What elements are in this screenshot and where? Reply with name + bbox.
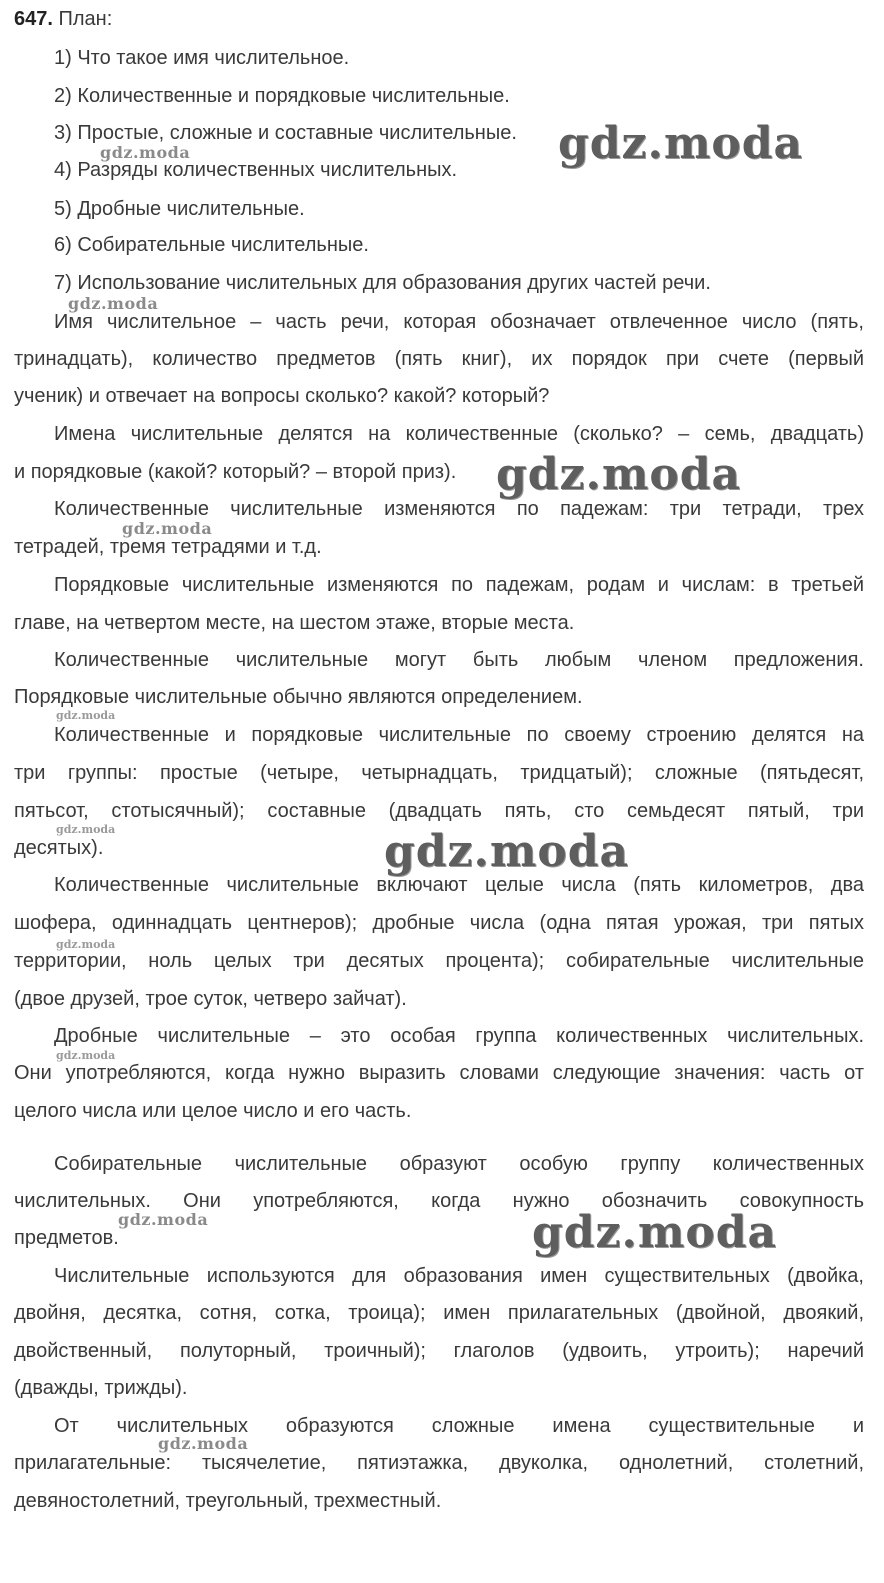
- text-line: и порядковые (какой? который? – второй приз).: [14, 461, 457, 483]
- text-line: числительных. Они употребляются, когда нужно обозначить совокупность: [14, 1190, 864, 1212]
- plan-item: 7) Использование числительных для образования других частей речи.: [54, 272, 711, 294]
- text-line: тетрадей, тремя тетрадями и т.д.: [14, 536, 322, 558]
- watermark-tiny: gdz.moda: [56, 1049, 116, 1062]
- watermark-tiny: gdz.moda: [56, 823, 116, 836]
- watermark-small: gdz.moda: [118, 1210, 209, 1229]
- plan-item: 3) Простые, сложные и составные числительные.: [54, 122, 517, 144]
- text-line: Имя числительное – часть речи, которая обозначает отвлеченное число (пять,: [54, 311, 864, 333]
- text-line: пятьсот, стотысячный); составные (двадцать пять, сто семьдесят пятый, три: [14, 800, 864, 822]
- text-line: Порядковые числительные изменяются по падежам, родам и числам: в третьей: [54, 574, 864, 596]
- watermark-large: gdz.moda: [384, 826, 630, 877]
- task-number: 647.: [14, 8, 53, 30]
- watermark-large: gdz.moda: [496, 449, 742, 500]
- plan-item: 2) Количественные и порядковые числительные.: [54, 85, 510, 107]
- plan-item: 5) Дробные числительные.: [54, 198, 305, 220]
- plan-item: 6) Собирательные числительные.: [54, 234, 369, 256]
- text-line: главе, на четвертом месте, на шестом этаже, вторые места.: [14, 612, 575, 634]
- watermark-small: gdz.moda: [122, 519, 213, 538]
- text-line: прилагательные: тысячелетие, пятиэтажка, двуколка, однолетний, столетний,: [14, 1452, 864, 1474]
- text-line: девяностолетний, треугольный, трехместный.: [14, 1490, 442, 1512]
- watermark-tiny: gdz.moda: [56, 709, 116, 722]
- watermark-small: gdz.moda: [100, 143, 191, 162]
- text-line: Дробные числительные – это особая группа количественных числительных.: [54, 1025, 864, 1047]
- text-line: От числительных образуются сложные имена существительные и: [54, 1415, 864, 1437]
- text-line: тринадцать), количество предметов (пять книг), их порядок при счете (первый: [14, 348, 864, 370]
- text-line: Количественные и порядковые числительные по своему строению делятся на: [54, 724, 864, 746]
- text-line: Они употребляются, когда нужно выразить словами следующие значения: часть от: [14, 1062, 864, 1084]
- text-line: (дважды, трижды).: [14, 1377, 188, 1399]
- watermark-tiny: gdz.moda: [56, 938, 116, 951]
- text-line: Имена числительные делятся на количественные (сколько? – семь, двадцать): [54, 423, 864, 445]
- text-line: двойня, десятка, сотня, сотка, троица); имен прилагательных (двойной, двоякий,: [14, 1302, 864, 1324]
- plan-item: 1) Что такое имя числительное.: [54, 47, 350, 69]
- text-line: Количественные числительные изменяются по падежам: три тетради, трех: [54, 498, 864, 520]
- plan-label: План:: [58, 8, 113, 30]
- text-line: территории, ноль целых три десятых процента); собирательные числительные: [14, 950, 864, 972]
- plan-item: 4) Разряды количественных числительных.: [54, 159, 458, 181]
- watermark-large: gdz.moda: [558, 118, 804, 169]
- text-line: шофера, одиннадцать центнеров); дробные числа (одна пятая урожая, три пятых: [14, 912, 864, 934]
- text-line: Собирательные числительные образуют особую группу количественных: [54, 1153, 864, 1175]
- text-line: (двое друзей, трое суток, четверо зайчат).: [14, 988, 407, 1010]
- text-line: Количественные числительные включают целые числа (пять километров, два: [54, 874, 864, 896]
- text-line: три группы: простые (четыре, четырнадцать, тридцатый); сложные (пятьдесят,: [14, 762, 864, 784]
- watermark-large: gdz.moda: [532, 1207, 778, 1258]
- watermark-small: gdz.moda: [68, 294, 159, 313]
- text-line: Количественные числительные могут быть любым членом предложения.: [54, 649, 864, 671]
- watermark-small: gdz.moda: [158, 1434, 249, 1453]
- task-header: [14, 7, 112, 31]
- text-line: двойственный, полуторный, троичный); глаголов (удвоить, утроить); наречий: [14, 1340, 864, 1362]
- text-line: Порядковые числительные обычно являются определением.: [14, 686, 583, 708]
- text-line: десятых).: [14, 837, 104, 859]
- text-line: целого числа или целое число и его часть.: [14, 1100, 412, 1122]
- text-line: ученик) и отвечает на вопросы сколько? какой? который?: [14, 385, 550, 407]
- text-line: Числительные используются для образования имен существительных (двойка,: [54, 1265, 864, 1287]
- text-line: предметов.: [14, 1227, 119, 1249]
